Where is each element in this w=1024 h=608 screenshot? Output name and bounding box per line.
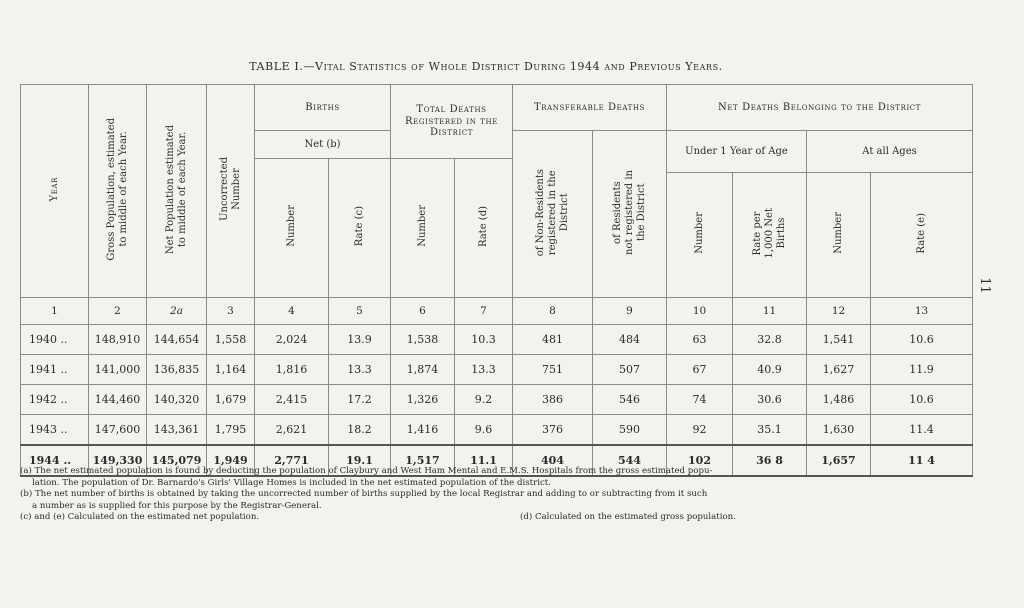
table-cell: 1,816 <box>255 355 329 385</box>
header-non-residents: of Non-Residents registered in the District <box>513 131 593 298</box>
column-number: 2a <box>147 298 207 325</box>
table-cell: 1,874 <box>391 355 455 385</box>
table-cell: 1,326 <box>391 385 455 415</box>
table-cell: 30.6 <box>733 385 807 415</box>
table-cell: 546 <box>593 385 667 415</box>
footnotes <box>20 466 972 524</box>
table-cell: 1942 .. <box>21 385 89 415</box>
column-number: 3 <box>207 298 255 325</box>
table-cell: 1,416 <box>391 415 455 446</box>
table-cell: 18.2 <box>329 415 391 446</box>
table-cell: 11.4 <box>871 415 973 446</box>
table-cell: 1,541 <box>807 325 871 355</box>
table-cell: 1940 .. <box>21 325 89 355</box>
table-row <box>21 325 973 355</box>
header-under-1-year: Under 1 Year of Age <box>667 131 807 173</box>
header-net-births: Net (b) <box>255 131 391 159</box>
column-number: 4 <box>255 298 329 325</box>
table-row <box>21 385 973 415</box>
table-cell: 136,835 <box>147 355 207 385</box>
header-year: Year <box>21 85 89 298</box>
header-deaths-number: Number <box>391 159 455 298</box>
header-births-rate: Rate (c) <box>329 159 391 298</box>
header-residents: of Residents not registered in the District <box>593 131 667 298</box>
header-births: Births <box>255 85 391 131</box>
table-cell: 751 <box>513 355 593 385</box>
table-cell: 1,627 <box>807 355 871 385</box>
column-number: 2 <box>89 298 147 325</box>
table-cell: 19.1 <box>329 445 391 476</box>
table-cell: 13.3 <box>329 355 391 385</box>
table-cell: 590 <box>593 415 667 446</box>
table-cell: 67 <box>667 355 733 385</box>
table-cell: 507 <box>593 355 667 385</box>
table-cell: 17.2 <box>329 385 391 415</box>
table-cell: 1943 .. <box>21 415 89 446</box>
table-cell: 1,486 <box>807 385 871 415</box>
table-cell: 144,654 <box>147 325 207 355</box>
table-row <box>21 355 973 385</box>
table-cell: 36 8 <box>733 445 807 476</box>
column-number: 10 <box>667 298 733 325</box>
table-cell: 149,330 <box>89 445 147 476</box>
table-cell: 2,024 <box>255 325 329 355</box>
table-cell: 1,630 <box>807 415 871 446</box>
header-net-population: Net Population estimated to middle of each Year. <box>147 85 207 298</box>
header-infant-rate: Rate per 1,000 Net Births <box>733 173 807 298</box>
table-cell: 13.3 <box>455 355 513 385</box>
table-cell: 2,771 <box>255 445 329 476</box>
column-number: 13 <box>871 298 973 325</box>
header-all-ages-number: Number <box>807 173 871 298</box>
table-cell: 1,517 <box>391 445 455 476</box>
table-cell: 2,621 <box>255 415 329 446</box>
table-cell: 1,558 <box>207 325 255 355</box>
footnote-b-cont: a number as is supplied for this purpose by the Registrar-General. <box>32 500 322 511</box>
table-cell: 1,949 <box>207 445 255 476</box>
table-cell: 1941 .. <box>21 355 89 385</box>
table-cell: 147,600 <box>89 415 147 446</box>
table-cell: 9.2 <box>455 385 513 415</box>
table-cell: 386 <box>513 385 593 415</box>
header-net-deaths: Net Deaths Belonging to the District <box>667 85 973 131</box>
column-number: 9 <box>593 298 667 325</box>
table-cell: 92 <box>667 415 733 446</box>
table-cell: 140,320 <box>147 385 207 415</box>
table-cell: 144,460 <box>89 385 147 415</box>
vital-statistics-table <box>20 84 973 477</box>
table-cell: 143,361 <box>147 415 207 446</box>
header-uncorrected-number: Uncorrected Number <box>207 85 255 298</box>
column-number: 11 <box>733 298 807 325</box>
header-births-number: Number <box>255 159 329 298</box>
table-cell: 544 <box>593 445 667 476</box>
column-number: 12 <box>807 298 871 325</box>
table-cell: 1944 .. <box>21 445 89 476</box>
table-cell: 484 <box>593 325 667 355</box>
table-cell: 10.3 <box>455 325 513 355</box>
table-cell: 11.1 <box>455 445 513 476</box>
table-cell: 35.1 <box>733 415 807 446</box>
header-transferable-deaths: Transferable Deaths <box>513 85 667 131</box>
table-cell: 1,795 <box>207 415 255 446</box>
column-number: 7 <box>455 298 513 325</box>
table-row <box>21 415 973 446</box>
table-title: TABLE I.—Vital Statistics of Whole District During 1944 and Previous Years. <box>249 60 723 73</box>
header-total-deaths: Total Deaths Registered in the District <box>391 85 513 159</box>
footnote-b: (b) The net number of births is obtained by taking the uncorrected number of births supplied by the local Registrar and adding to or subtracting from it such <box>20 489 708 500</box>
table-cell: 1,657 <box>807 445 871 476</box>
table-cell: 404 <box>513 445 593 476</box>
footnote-a: (a) The net estimated population is found by deducting the population of Claybury and West Ham Mental and E.M.S. Hospitals from the gross estimated popu- <box>20 466 713 476</box>
table-cell: 1,538 <box>391 325 455 355</box>
column-number-row <box>21 298 973 325</box>
footnote-d: (d) Calculated on the estimated gross population. <box>520 512 736 523</box>
column-number: 5 <box>329 298 391 325</box>
table-cell: 9.6 <box>455 415 513 446</box>
table-cell: 74 <box>667 385 733 415</box>
table-cell: 63 <box>667 325 733 355</box>
table-cell: 10.6 <box>871 325 973 355</box>
header-all-ages-rate: Rate (e) <box>871 173 973 298</box>
table-cell: 10.6 <box>871 385 973 415</box>
table-cell: 141,000 <box>89 355 147 385</box>
table-cell: 1,164 <box>207 355 255 385</box>
column-number: 8 <box>513 298 593 325</box>
table-cell: 1,679 <box>207 385 255 415</box>
header-gross-population: Gross Population, estimated to middle of each Year. <box>89 85 147 298</box>
header-all-ages: At all Ages <box>807 131 973 173</box>
column-number: 1 <box>21 298 89 325</box>
table-cell: 102 <box>667 445 733 476</box>
header-infant-number: Number <box>667 173 733 298</box>
table-cell: 32.8 <box>733 325 807 355</box>
table-cell: 481 <box>513 325 593 355</box>
table-cell: 148,910 <box>89 325 147 355</box>
table-cell: 11 4 <box>871 445 973 476</box>
page-number: 11 <box>976 277 992 294</box>
table-cell: 376 <box>513 415 593 446</box>
column-number: 6 <box>391 298 455 325</box>
table-cell: 40.9 <box>733 355 807 385</box>
table-cell: 2,415 <box>255 385 329 415</box>
header-deaths-rate: Rate (d) <box>455 159 513 298</box>
footnote-c-e: (c) and (e) Calculated on the estimated net population. <box>20 512 260 523</box>
table-body <box>21 325 973 477</box>
footnote-a-cont: lation. The population of Dr. Barnardo's Girls' Village Homes is included in the net estimated population of the district. <box>32 477 551 488</box>
table-cell: 11.9 <box>871 355 973 385</box>
table-cell: 145,079 <box>147 445 207 476</box>
table-cell: 13.9 <box>329 325 391 355</box>
